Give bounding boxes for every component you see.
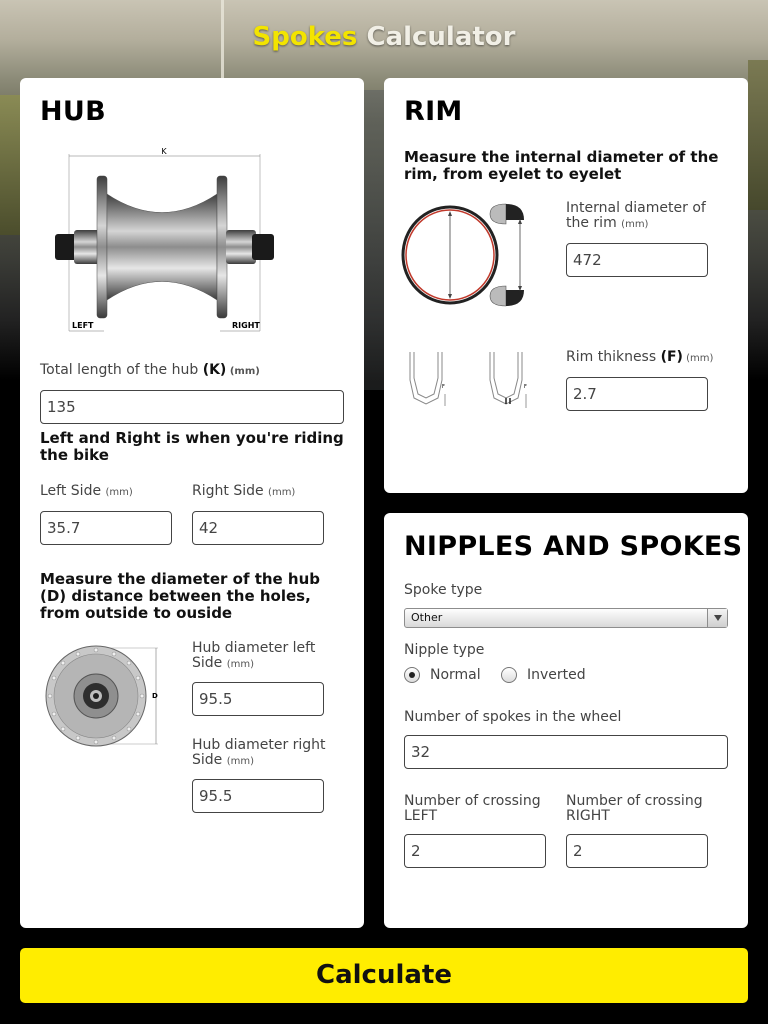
hub-panel	[20, 78, 364, 928]
rim-f-label-2: F	[524, 384, 527, 390]
rim-thickness-label: Rim thikness (F) (mm)	[566, 349, 714, 365]
nipples-title: NIPPLES AND SPOKES	[404, 531, 743, 562]
rim-profile-diagram	[404, 348, 544, 414]
crossing-right-input[interactable]: 2	[566, 834, 708, 868]
hub-diameter-right-label: Hub diameter right Side (mm)	[192, 737, 326, 768]
spoke-type-value: Other	[411, 611, 443, 624]
hub-diameter-left-label: Hub diameter left Side (mm)	[192, 640, 316, 671]
hub-flange-diagram	[42, 646, 166, 746]
app-title	[0, 22, 768, 52]
nipple-normal-radio[interactable]	[404, 667, 420, 683]
rim-f-label-1: F	[442, 384, 445, 390]
right-side-label: Right Side (mm)	[192, 483, 296, 499]
hub-diameter-left-input[interactable]: 95.5	[192, 682, 324, 716]
rim-panel	[384, 78, 748, 493]
crossing-right-label: Number of crossing RIGHT	[566, 793, 703, 824]
left-right-note: Left and Right is when you're riding the bike	[40, 429, 344, 464]
left-side-label: Left Side (mm)	[40, 483, 133, 499]
internal-diameter-input[interactable]: 472	[566, 243, 708, 277]
app-title-accent: Spokes	[252, 22, 358, 52]
nipple-inverted-label[interactable]: Inverted	[527, 667, 586, 683]
left-side-input[interactable]: 35.7	[40, 511, 172, 545]
app-title-rest: Calculator	[357, 22, 516, 52]
spoke-count-input[interactable]: 32	[404, 735, 728, 769]
nipple-type-label: Nipple type	[404, 642, 485, 658]
background-grass-left	[0, 95, 20, 235]
right-side-input[interactable]: 42	[192, 511, 324, 545]
hub-title: HUB	[40, 96, 107, 127]
hub-left-label: LEFT	[72, 321, 94, 330]
nipple-normal-label[interactable]: Normal	[430, 667, 481, 683]
background-grass-right	[748, 60, 768, 210]
total-length-input[interactable]: 135	[40, 390, 344, 424]
hub-right-label: RIGHT	[232, 321, 260, 330]
internal-diameter-label: Internal diameter of the rim (mm)	[566, 200, 706, 231]
rim-title: RIM	[404, 96, 463, 127]
crossing-left-input[interactable]: 2	[404, 834, 546, 868]
nipples-spokes-panel	[384, 513, 748, 928]
rim-note: Measure the internal diameter of the rim, from eyelet to eyelet	[404, 148, 719, 183]
nipple-inverted-radio[interactable]	[501, 667, 517, 683]
hub-side-diagram	[52, 146, 282, 336]
rim-diagram	[402, 202, 532, 312]
spoke-type-select[interactable]	[404, 608, 728, 628]
hub-k-label: K	[161, 147, 167, 156]
hub-diameter-right-input[interactable]: 95.5	[192, 779, 324, 813]
spoke-type-label: Spoke type	[404, 582, 483, 598]
hub-d-label: D	[152, 692, 158, 700]
crossing-left-label: Number of crossing LEFT	[404, 793, 541, 824]
calculate-button[interactable]: Calculate	[20, 948, 748, 1003]
spoke-count-label: Number of spokes in the wheel	[404, 709, 622, 725]
chevron-down-icon[interactable]	[707, 609, 727, 627]
total-length-label: Total length of the hub (K) (mm)	[40, 362, 260, 378]
rim-thickness-input[interactable]: 2.7	[566, 377, 708, 411]
diameter-note: Measure the diameter of the hub (D) distance between the holes, from outside to ouside	[40, 570, 321, 622]
